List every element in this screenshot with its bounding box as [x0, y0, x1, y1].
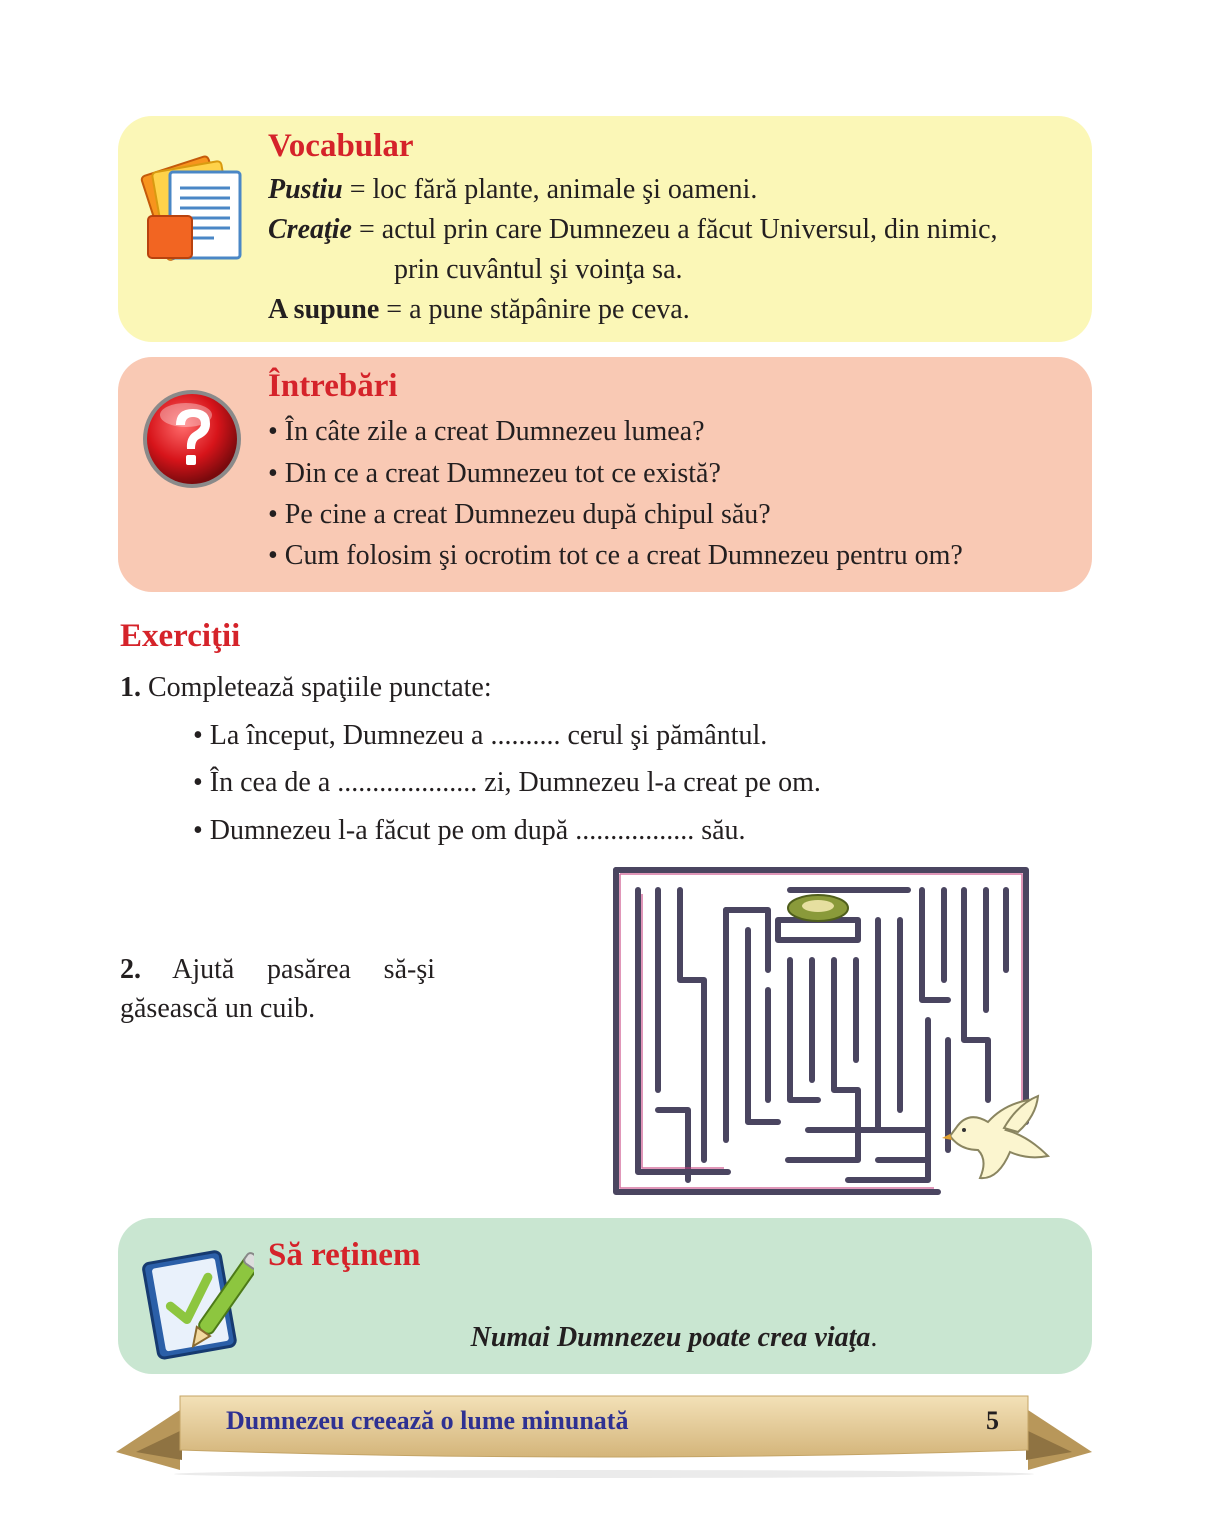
dove-icon	[942, 1096, 1048, 1178]
vocab-term: Creaţie	[268, 214, 352, 245]
vocab-entry-creatie	[268, 212, 998, 248]
exercise-number: 1.	[120, 672, 141, 703]
vocab-entry-pustiu	[268, 172, 757, 208]
vocabulary-title: Vocabular	[268, 128, 414, 164]
question-item: • Pe cine a creat Dumnezeu după chipul său?	[268, 499, 771, 530]
vocab-definition-continuation: prin cuvântul şi voinţa sa.	[394, 254, 683, 285]
question-item: • În câte zile a creat Dumnezeu lumea?	[268, 416, 705, 447]
maxim-text: Numai Dumnezeu poate crea viaţa	[470, 1322, 871, 1353]
remember-title: Să reţinem	[268, 1237, 421, 1273]
documents-icon	[134, 140, 254, 270]
chapter-title: Dumnezeu creează o lume minunată	[226, 1406, 629, 1435]
vocabulary-box	[118, 116, 1092, 342]
nest-icon	[788, 895, 848, 921]
question-item: • Din ce a creat Dumnezeu tot ce există?	[268, 458, 721, 489]
vocab-definition: = actul prin care Dumnezeu a făcut Universul, din nimic,	[352, 214, 998, 245]
page-number: 5	[986, 1406, 999, 1435]
fill-in-item: • La început, Dumnezeu a .......... cerul şi pământul.	[193, 720, 768, 751]
maze-illustration[interactable]	[608, 860, 1058, 1200]
exercise-number: 2.	[120, 954, 141, 985]
questions-box	[118, 357, 1092, 592]
remember-maxim	[118, 1320, 1092, 1356]
exercise-2-instruction	[120, 950, 435, 1028]
exercise-text: Ajută pasărea să-şi găsească un cuib.	[120, 954, 435, 1024]
maxim-period: .	[870, 1322, 878, 1353]
exercises-title: Exerciţii	[120, 618, 241, 654]
vocab-definition: = a pune stăpânire pe ceva.	[379, 294, 690, 325]
vocab-term: A supune	[268, 294, 380, 325]
vocab-entry-a-supune	[268, 292, 690, 328]
exercise-text: Completează spaţiile punctate:	[141, 672, 492, 703]
questions-title: Întrebări	[268, 368, 398, 404]
question-mark-icon	[140, 387, 244, 491]
fill-in-item: • În cea de a .................... zi, Dumnezeu l-a creat pe om.	[193, 767, 821, 798]
remember-box	[118, 1218, 1092, 1374]
vocab-definition: = loc fără plante, animale şi oameni.	[342, 174, 758, 205]
vocab-term: Pustiu	[268, 174, 343, 205]
fill-in-item: • Dumnezeu l-a făcut pe om după ................. său.	[193, 815, 746, 846]
question-item: • Cum folosim şi ocrotim tot ce a creat Dumnezeu pentru om?	[268, 540, 963, 571]
exercise-1-instruction	[120, 670, 492, 706]
